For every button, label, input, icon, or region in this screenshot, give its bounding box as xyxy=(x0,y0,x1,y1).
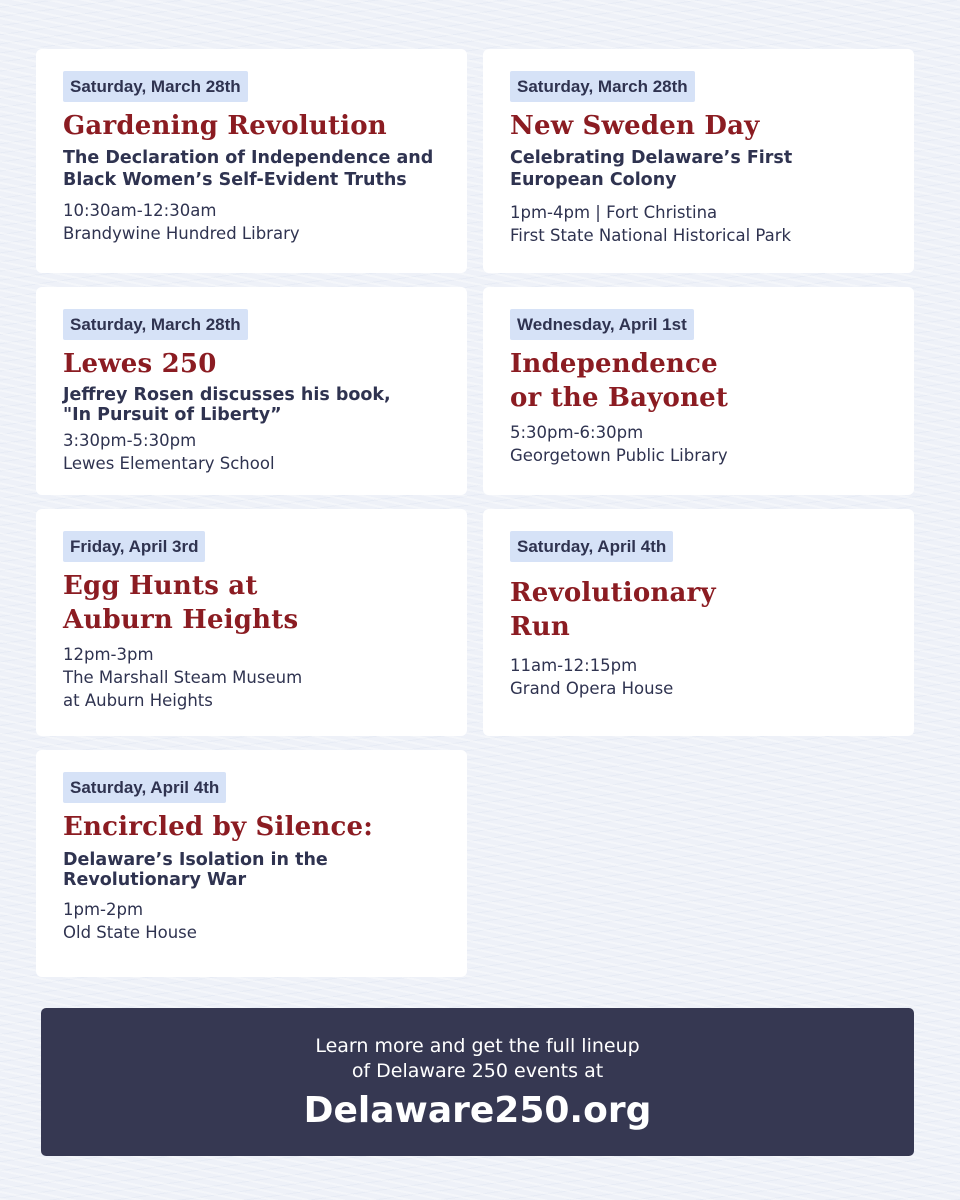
event-location: First State National Historical Park xyxy=(510,226,792,245)
event-date-badge: Saturday, April 4th xyxy=(63,772,226,803)
cta-website-link[interactable]: Delaware250.org xyxy=(303,1090,652,1131)
event-title: Gardening Revolution xyxy=(63,111,387,141)
cta-banner xyxy=(41,1008,914,1156)
event-date-badge: Friday, April 3rd xyxy=(63,531,205,562)
event-title xyxy=(510,347,887,415)
event-title-line: Revolutionary xyxy=(510,578,716,608)
event-card-new-sweden-day xyxy=(483,49,914,273)
event-subtitle xyxy=(63,385,440,425)
event-subtitle-line: Celebrating Delaware’s First xyxy=(510,148,793,168)
event-title: Encircled by Silence: xyxy=(63,812,374,842)
event-title-line: Run xyxy=(510,612,571,642)
event-card-encircled-by-silence xyxy=(36,750,467,977)
event-time: 1pm-4pm | Fort Christina xyxy=(510,203,718,222)
event-card-gardening-revolution xyxy=(36,49,467,273)
event-subtitle-line: Delaware’s Isolation in the xyxy=(63,850,328,870)
event-location: Old State House xyxy=(63,923,197,942)
event-time: 10:30am-12:30am xyxy=(63,201,217,220)
event-card-independence-or-the-bayonet xyxy=(483,287,914,495)
event-location: Grand Opera House xyxy=(510,679,674,698)
event-title-line: Egg Hunts at xyxy=(63,571,258,601)
event-title-line: Auburn Heights xyxy=(63,605,299,635)
event-subtitle-line: Revolutionary War xyxy=(63,870,247,890)
event-time: 3:30pm-5:30pm xyxy=(63,431,197,450)
event-date-badge: Saturday, March 28th xyxy=(510,71,695,102)
event-card-revolutionary-run xyxy=(483,509,914,736)
event-subtitle-line: The Declaration of Independence and xyxy=(63,148,434,168)
event-subtitle xyxy=(510,147,887,191)
event-title: Lewes 250 xyxy=(63,349,217,379)
event-title xyxy=(63,569,440,637)
event-location: Lewes Elementary School xyxy=(63,454,275,473)
event-location: Georgetown Public Library xyxy=(510,446,728,465)
event-time: 12pm-3pm xyxy=(63,645,154,664)
cta-text-line: Learn more and get the full lineup xyxy=(315,1035,640,1057)
event-card-lewes-250 xyxy=(36,287,467,495)
event-time: 5:30pm-6:30pm xyxy=(510,423,644,442)
event-date-badge: Saturday, April 4th xyxy=(510,531,673,562)
event-subtitle-line: "In Pursuit of Liberty” xyxy=(63,405,282,425)
event-title-line: or the Bayonet xyxy=(510,383,729,413)
event-title xyxy=(510,576,887,644)
event-title: New Sweden Day xyxy=(510,111,760,141)
event-date-badge: Saturday, March 28th xyxy=(63,309,248,340)
event-time: 11am-12:15pm xyxy=(510,656,638,675)
event-subtitle-line: Jeffrey Rosen discusses his book, xyxy=(63,385,391,405)
event-location: The Marshall Steam Museum xyxy=(63,668,303,687)
event-date-badge: Saturday, March 28th xyxy=(63,71,248,102)
event-location: at Auburn Heights xyxy=(63,691,213,710)
event-subtitle-line: European Colony xyxy=(510,170,677,190)
event-subtitle xyxy=(63,850,440,890)
event-title-line: Independence xyxy=(510,349,718,379)
event-date-badge: Wednesday, April 1st xyxy=(510,309,694,340)
cta-text-line: of Delaware 250 events at xyxy=(351,1060,604,1082)
event-subtitle-line: Black Women’s Self-Evident Truths xyxy=(63,170,407,190)
event-time: 1pm-2pm xyxy=(63,900,144,919)
event-subtitle xyxy=(63,147,440,191)
event-card-egg-hunts xyxy=(36,509,467,736)
event-location: Brandywine Hundred Library xyxy=(63,224,300,243)
